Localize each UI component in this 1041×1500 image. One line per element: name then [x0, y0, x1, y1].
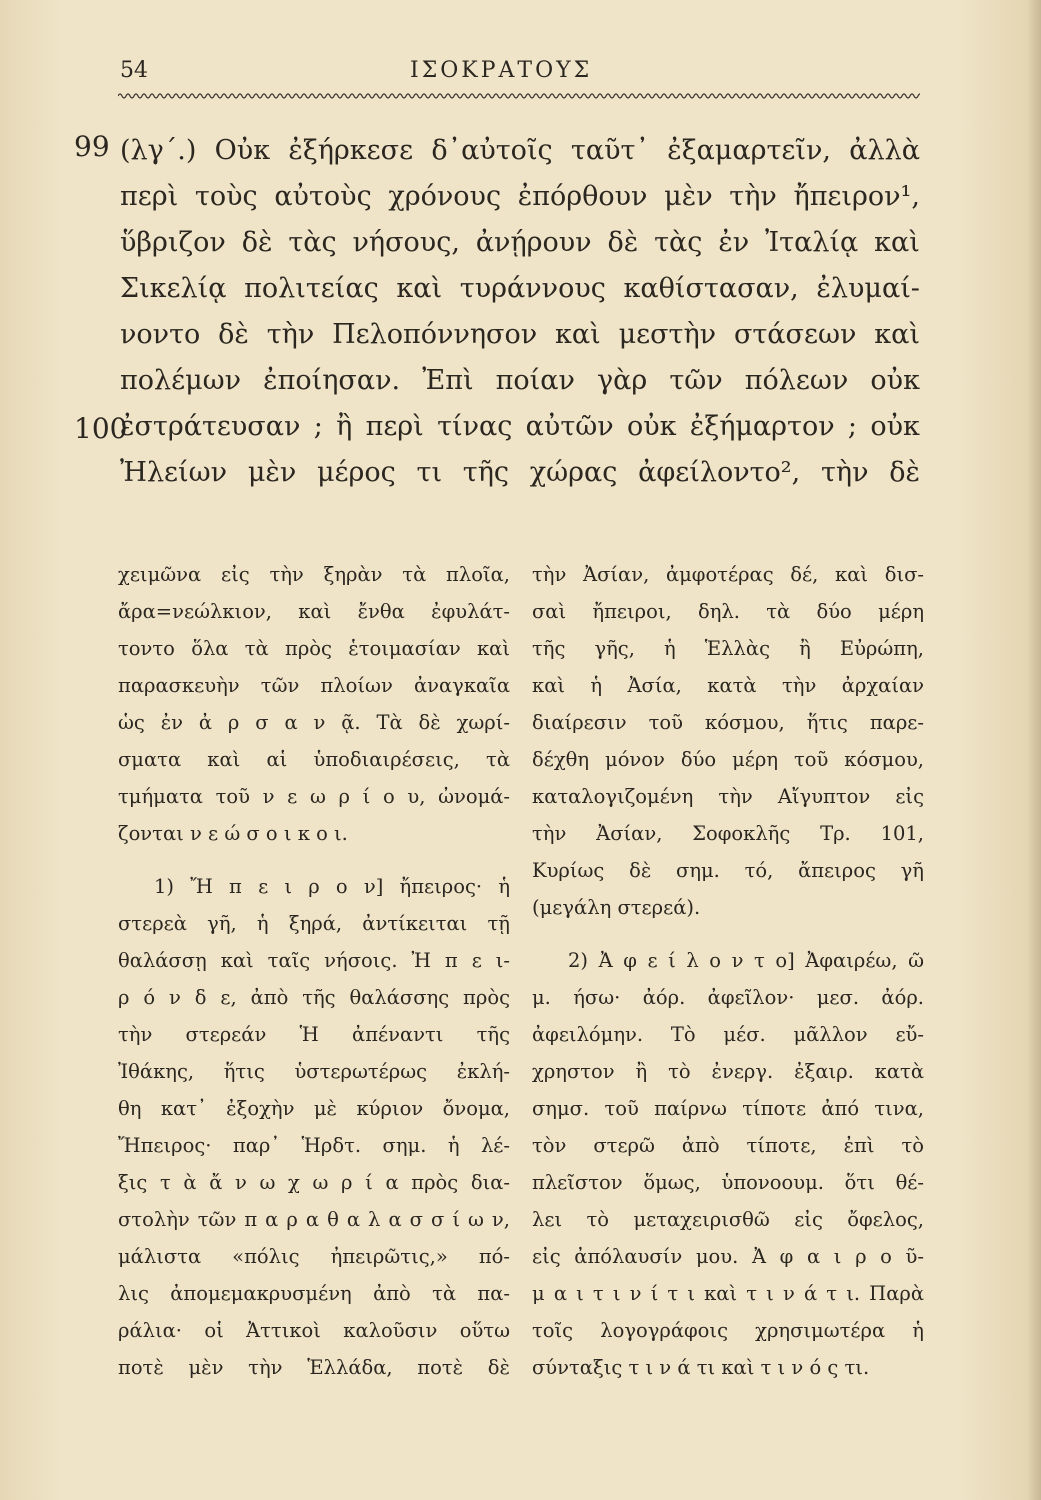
note-line: θη κατ᾽ ἐξοχὴν μὲ κύριον ὄνομα, [118, 1097, 510, 1120]
note-line: πλεῖστον ὅμως, ὑπονοουμ. ὅτι θέ- [532, 1171, 924, 1194]
note-line: λις ἀπομεμακρυσμένη ἀπὸ τὰ πα- [118, 1282, 510, 1305]
note-line: ρ ό ν δ ε, ἀπὸ τῆς θαλάσσης πρὸς [118, 986, 510, 1009]
note-line: στολὴν τῶν π α ρ α θ α λ α σ σ ί ω ν, [118, 1208, 510, 1231]
page-number: 54 [120, 58, 148, 83]
main-text-block [120, 128, 920, 496]
note-line: στερεὰ γῆ, ἡ ξηρά, ἀντίκειται τῇ [118, 912, 510, 935]
main-text-line: πολέμων ἐποίησαν. Ἐπὶ ποίαν γὰρ τῶν πόλεων οὐκ [120, 365, 920, 396]
note-line: τὸν στερῶ ἀπὸ τίποτε, ἐπὶ τὸ [532, 1134, 924, 1157]
main-text-line: ἐστράτευσαν ; ἢ περὶ τίνας αὐτῶν οὐκ ἐξήμαρτον ; οὐκ [120, 411, 920, 442]
note-line: λει τὸ μεταχειρισθῶ εἰς ὄφελος, [532, 1208, 924, 1231]
notes-column-left [118, 556, 510, 1386]
note-line: σύνταξις τ ι ν ά τι καὶ τ ι ν ό ς τι. [532, 1356, 870, 1379]
page-header [120, 58, 920, 90]
note-line: ἀφειλόμην. Τὸ μέσ. μᾶλλον εὔ- [532, 1023, 924, 1046]
main-text-line: Σικελίᾳ πολιτείας καὶ τυράννους καθίστασαν, ἐλυμαί- [120, 273, 920, 304]
note-line: θαλάσσῃ καὶ ταῖς νήσοις. Ἠ π ε ι- [118, 949, 510, 972]
main-text-line: (λγ΄.) Οὐκ ἐξήρκεσε δ᾽αὐτοῖς ταῦτ᾽ ἐξαμαρτεῖν, ἀλλὰ [120, 135, 920, 166]
note-line: ζονται ν ε ώ σ ο ι κ ο ι. [118, 822, 348, 845]
note-line: μ α ι τ ι ν ί τ ι καὶ τ ι ν ά τ ι. Παρὰ [532, 1282, 924, 1305]
note-gap [532, 926, 924, 942]
note-line: παρασκευὴν τῶν πλοίων ἀναγκαῖα [118, 674, 510, 697]
note-line: τοῖς λογογράφοις χρησιμωτέρα ἡ [532, 1319, 924, 1342]
note-line: Ἤπειρος· παρ᾽ Ἡρδτ. σημ. ἡ λέ- [118, 1134, 510, 1157]
note-line: τὴν στερεάν Ἡ ἀπέναντι τῆς [118, 1023, 510, 1046]
note-line: χειμῶνα εἰς τὴν ξηρὰν τὰ πλοῖα, [118, 563, 510, 586]
page-edge-shadow [1027, 0, 1041, 1500]
note-line: τὴν Ἀσίαν, Σοφοκλῆς Τρ. 101, [532, 822, 924, 845]
main-text-line: Ἠλείων μὲν μέρος τι τῆς χώρας ἀφείλοντο², τὴν δὲ [120, 457, 920, 488]
section-number-second: 100 [74, 412, 128, 445]
note-line: καταλογιζομένη τὴν Αἴγυπτον εἰς [532, 785, 924, 808]
note-line: ἄρα=νεώλκιον, καὶ ἔνθα ἐφυλάτ- [118, 600, 510, 623]
note-gap [118, 852, 510, 868]
note-line: σαὶ ἤπειροι, δηλ. τὰ δύο μέρη [532, 600, 924, 623]
note-line: μ. ήσω· ἀόρ. ἀφεῖλον· μεσ. ἀόρ. [532, 986, 924, 1009]
main-text-line: περὶ τοὺς αὐτοὺς χρόνους ἐπόρθουν μὲν τὴν ἤπειρον¹, [120, 181, 920, 212]
note-line: (μεγάλη στερεά). [532, 896, 701, 919]
wavy-rule-divider [118, 90, 920, 102]
note-line: τῆς γῆς, ἡ Ἑλλὰς ἢ Εὐρώπη, [532, 637, 924, 660]
note-line: εἰς ἀπόλαυσίν μου. Ἀ φ α ι ρ ο ῦ- [532, 1245, 924, 1268]
note-line: διαίρεσιν τοῦ κόσμου, ἥτις παρε- [532, 711, 924, 734]
running-title: ΙΣΟΚΡΑΤΟΥΣ [410, 58, 593, 83]
note-line: τὴν Ἀσίαν, ἀμφοτέρας δέ, καὶ δισ- [532, 563, 924, 586]
main-text-line: νοντο δὲ τὴν Πελοπόννησον καὶ μεστὴν στάσεων καὶ [120, 319, 920, 350]
note-line: σημσ. τοῦ παίρνω τίποτε ἀπό τινα, [532, 1097, 924, 1120]
note-line: μάλιστα «πόλις ἠπειρῶτις,» πό- [118, 1245, 510, 1268]
note-line: ξις τ ὰ ἄ ν ω χ ω ρ ί α πρὸς δια- [118, 1171, 510, 1194]
note-line: τοντο ὅλα τὰ πρὸς ἑτοιμασίαν καὶ [118, 637, 510, 660]
footnote-1-start: 1) Ἤ π ε ι ρ ο ν] ἤπειρος· ἡ [154, 875, 510, 898]
note-line: σματα καὶ αἱ ὑποδιαιρέσεις, τὰ [118, 748, 510, 771]
note-line: ράλια· οἱ Ἀττικοὶ καλοῦσιν οὕτω [118, 1319, 510, 1342]
main-text-line: ὕβριζον δὲ τὰς νήσους, ἀνῄρουν δὲ τὰς ἐν Ἰταλίᾳ καὶ [120, 227, 920, 258]
note-line: Ἰθάκης, ἥτις ὑστερωτέρως ἐκλή- [118, 1060, 510, 1083]
notes-column-right [532, 556, 924, 1386]
note-line: Κυρίως δὲ σημ. τό, ἄπειρος γῆ [532, 859, 924, 882]
section-number-first: 99 [74, 130, 110, 163]
note-line: χρηστον ἢ τὸ ἐνεργ. ἐξαιρ. κατὰ [532, 1060, 924, 1083]
note-line: ποτὲ μὲν τὴν Ἑλλάδα, ποτὲ δὲ [118, 1356, 510, 1379]
note-line: καὶ ἡ Ἀσία, κατὰ τὴν ἀρχαίαν [532, 674, 924, 697]
footnote-2-start: 2) Ἀ φ ε ί λ ο ν τ ο] Ἀφαιρέω, ῶ [568, 949, 924, 972]
note-line: τμήματα τοῦ ν ε ω ρ ί ο υ, ὠνομά- [118, 785, 510, 808]
note-line: δέχθη μόνον δύο μέρη τοῦ κόσμου, [532, 748, 924, 771]
note-line: ὡς ἐν ἀ ρ σ α ν ᾷ. Τὰ δὲ χωρί- [118, 711, 510, 734]
